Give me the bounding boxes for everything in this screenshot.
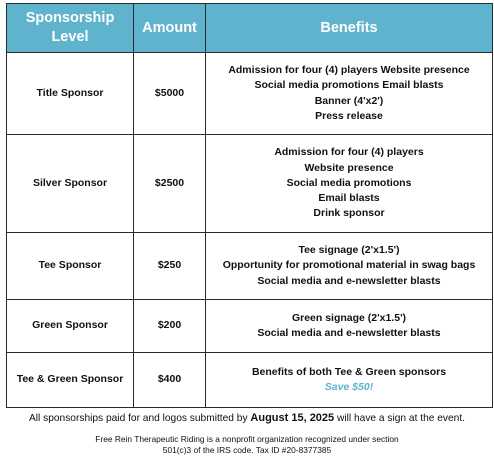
sponsor-amount-cell: $2500	[134, 135, 206, 233]
savings-note: Save $50!	[324, 381, 374, 393]
sponsor-level-cell: Title Sponsor	[7, 53, 134, 135]
sponsor-benefits-cell	[206, 135, 493, 233]
nonprofit-statement	[0, 434, 494, 455]
sponsor-benefits-cell	[206, 300, 493, 353]
benefit-item: Banner (4'x2')	[314, 94, 384, 107]
sponsor-benefits-cell	[206, 233, 493, 300]
benefit-item: Website presence	[304, 161, 394, 174]
nonprofit-line-2: 501(c)3 of the IRS code. Tax ID #20-8377385	[162, 444, 332, 455]
sponsor-level-cell: Green Sponsor	[7, 300, 134, 353]
table-header-row	[7, 4, 493, 53]
sponsor-benefits-cell	[206, 353, 493, 408]
header-amount: Amount	[134, 4, 206, 53]
benefit-item: Green signage (2'x1.5')	[291, 311, 407, 324]
sponsor-level-cell: Tee & Green Sponsor	[7, 353, 134, 408]
table-row	[7, 135, 493, 233]
notice-text-before: All sponsorships paid for and logos submitted by	[28, 413, 248, 424]
sponsor-level-cell: Tee Sponsor	[7, 233, 134, 300]
sponsor-level-cell: Silver Sponsor	[7, 135, 134, 233]
nonprofit-line-1: Free Rein Therapeutic Riding is a nonprofit organization recognized under section	[95, 434, 399, 444]
benefit-item: Email blasts	[318, 192, 380, 205]
benefit-item: Press release	[315, 109, 383, 122]
sponsor-benefits-cell	[206, 53, 493, 135]
benefit-item: Opportunity for promotional material in swag bags	[222, 259, 476, 272]
table-row	[7, 233, 493, 300]
benefit-item: Social media and e-newsletter blasts	[257, 327, 441, 339]
sponsor-amount-cell: $250	[134, 233, 206, 300]
deadline-date: August 15, 2025	[250, 412, 335, 424]
benefit-item: Drink sponsor	[313, 207, 385, 220]
sign-deadline-notice	[0, 411, 494, 426]
benefit-item: Benefits of both Tee & Green sponsors	[251, 365, 447, 378]
header-sponsorship-level: Sponsorship Level	[7, 4, 134, 53]
benefit-item: Tee signage (2'x1.5')	[298, 244, 400, 257]
table-row	[7, 300, 493, 353]
sponsor-amount-cell: $400	[134, 353, 206, 408]
benefit-item: Social media promotions	[286, 176, 412, 189]
header-benefits: Benefits	[206, 4, 493, 53]
benefit-item: Social media and e-newsletter blasts	[257, 274, 441, 287]
benefit-item: Social media promotions Email blasts	[254, 79, 444, 92]
benefit-item: Admission for four (4) players	[274, 146, 424, 159]
benefit-item: Admission for four (4) players Website presence	[228, 63, 470, 76]
notice-text-after: will have a sign at the event.	[337, 413, 466, 424]
table-row	[7, 53, 493, 135]
sponsor-amount-cell: $5000	[134, 53, 206, 135]
sponsor-amount-cell: $200	[134, 300, 206, 353]
table-row	[7, 353, 493, 408]
sponsorship-table	[6, 3, 493, 408]
